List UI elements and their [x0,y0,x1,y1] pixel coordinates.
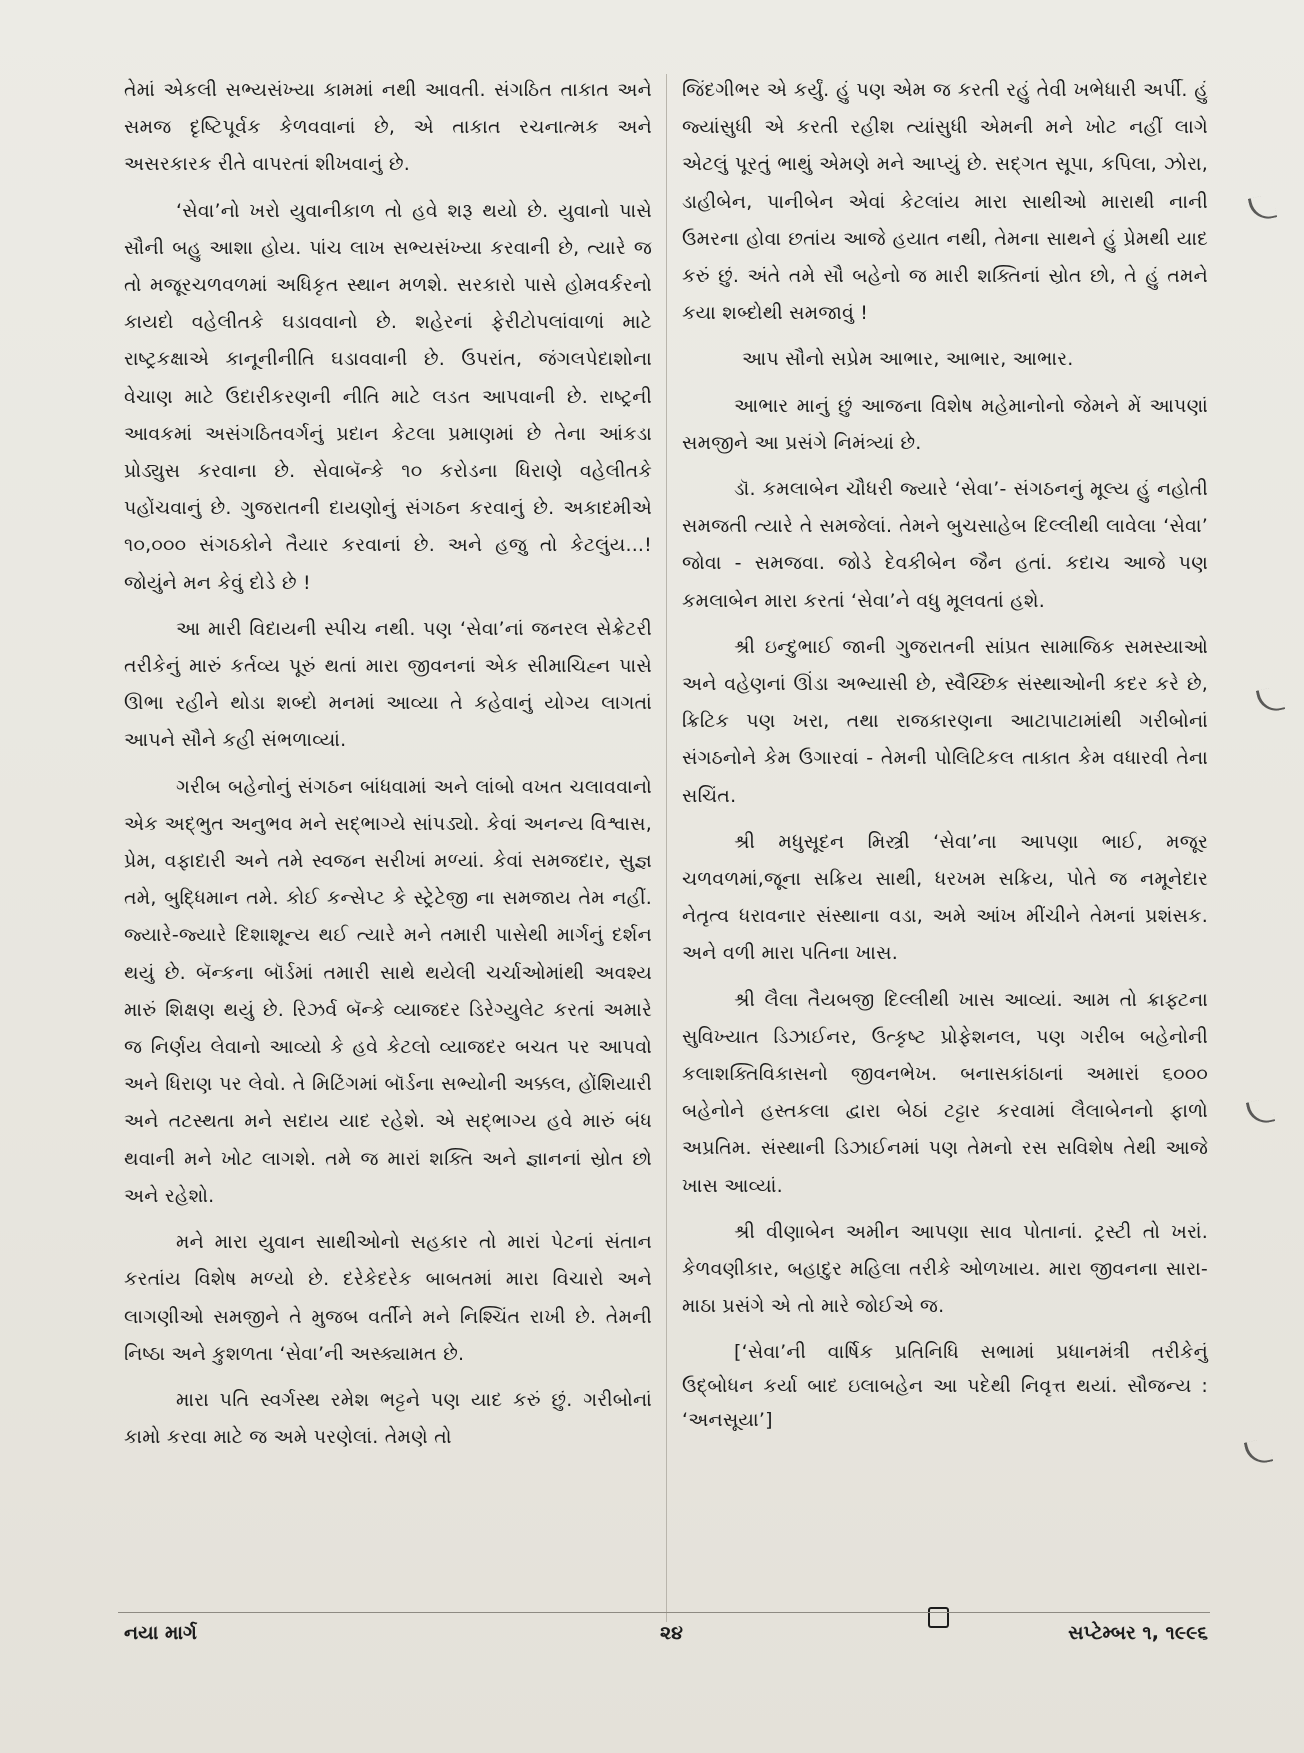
paragraph: મને મારા યુવાન સાથીઓનો સહકાર તો મારાં પેટનાં સંતાન કરતાંય વિશેષ મળ્યો છે. દરેકેદરેક બાબતમાં મારા વિચારો અને લાગણીઓ સમજીને તે મુજબ વર્તીને મને નિશ્ચિંત રાખી છે. તેમની નિષ્ઠા અને કુશળતા ‘સેવા’ની અસ્ક્યામત છે. [124,1231,652,1365]
margin-mark-icon [1248,194,1277,223]
editor-note: [‘સેવા’ની વાર્ષિક પ્રતિનિધિ સભામાં પ્રધાનમંત્રી તરીકેનું ઉદ્બોધન કર્યા બાદ ઇલાબહેન આ પદેથી નિવૃત્ત થયાં. સૌજન્ય : ‘અનસૂયા’] [682,1340,1208,1431]
right-column [682,72,1208,1446]
page-number: ૨૪ [660,1622,683,1644]
paragraph: આપ સૌનો સપ્રેમ આભાર, આભાર, આભાર. [742,348,1074,371]
paragraph: જિંદગીભર એ કર્યું. હું પણ એમ જ કરતી રહું તેવી ખભેધારી અર્પી. હું જ્યાંસુધી એ કરતી રહીશ ત્યાંસુધી એમની મને ખોટ નહીં લાગે એટલું પૂરતું ભાથું એમણે મને આપ્યું છે. સદ્ગત સૂપા, કપિલા, ઝોરા, ડાહીબેન, પાનીબેન એવાં કેટલાંય મારા સાથીઓ મારાથી નાની ઉમરના હોવા છતાંય આજે હયાત નથી, તેમના સાથને હું પ્રેમથી યાદ કરું છું. અંતે તમે સૌ બહેનો જ મારી શક્તિનાં સ્રોત છો, તે હું તમને કયા શબ્દોથી સમજાવું ! [682,79,1208,325]
footer-rule [118,1612,1210,1613]
paragraph: તેમાં એકલી સભ્યસંખ્યા કામમાં નથી આવતી. સંગઠિત તાકાત અને સમજ દૃષ્ટિપૂર્વક કેળવવાનાં છે, એ તાકાત રચનાત્મક અને અસરકારક રીતે વાપરતાં શીખવાનું છે. [124,79,652,176]
column-divider [666,74,667,1622]
margin-mark-icon [1246,1098,1275,1127]
paragraph: ડૉ. કમલાબેન ચૌધરી જ્યારે ‘સેવા’- સંગઠનનું મૂલ્ય હું નહોતી સમજતી ત્યારે તે સમજેલાં. તેમને બુચસાહેબ દિલ્લીથી લાવેલા ‘સેવા’ જોવા - સમજવા. જોડે દેવકીબેન જૈન હતાં. કદાચ આજે પણ કમલાબેન મારા કરતાં ‘સેવા’ને વધુ મૂલવતાં હશે. [682,478,1208,612]
paragraph: મારા પતિ સ્વર્ગસ્થ રમેશ ભટ્ટને પણ યાદ કરું છું. ગરીબોનાં કામો કરવા માટે જ અમે પરણેલાં. તેમણે તો [124,1388,652,1449]
issue-date: સપ્ટેમ્બર ૧, ૧૯૯૬ [1068,1622,1208,1644]
left-column [124,72,652,1465]
magazine-name: નયા માર્ગ [124,1622,197,1644]
margin-mark-icon [1256,686,1285,715]
paragraph: આ મારી વિદાયની સ્પીચ નથી. પણ ‘સેવા’નાં જનરલ સેક્રેટરી તરીકેનું મારું કર્તવ્ય પૂરું થતાં મારા જીવનનાં એક સીમાચિહ્ન પાસે ઊભા રહીને થોડા શબ્દો મનમાં આવ્યા તે કહેવાનું યોગ્ય લાગતાં આપને સૌને કહી સંભળાવ્યાં. [124,617,652,752]
paragraph: શ્રી મધુસૂદન મિસ્ત્રી ‘સેવા’ના આપણા ભાઈ, મજૂર ચળવળમાં,જૂના સક્રિય સાથી, ધરખમ સક્રિય, પોતે જ નમૂનેદાર નેતૃત્વ ધરાવનાર સંસ્થાના વડા, અમે આંખ મીંચીને તેમનાં પ્રશંસક. અને વળી મારા પતિના ખાસ. [682,830,1208,965]
paragraph: શ્રી વીણાબેન અમીન આપણા સાવ પોતાનાં. ટ્રસ્ટી તો ખરાં. કેળવણીકાર, બહાદુર મહિલા તરીકે ઓળખાય. મારા જીવનના સારા-માઠા પ્રસંગે એ તો મારે જોઈએ જ. [682,1220,1208,1318]
paragraph: ગરીબ બહેનોનું સંગઠન બાંધવામાં અને લાંબો વખત ચલાવવાનો એક અદ્ભુત અનુભવ મને સદ્ભાગ્યે સાંપડ્યો. કેવાં અનન્ય વિશ્વાસ, પ્રેમ, વફાદારી અને તમે સ્વજન સરીખાં મળ્યાં. કેવાં સમજદાર, સુજ્ઞ તમે, બુદ્ધિમાન તમે. કોઈ કન્સેપ્ટ કે સ્ટ્રેટેજી ના સમજાય તેમ નહીં. જ્યારે-જ્યારે દિશાશૂન્ય થઈ ત્યારે મને તમારી પાસેથી માર્ગનું દર્શન થયું છે. બૅન્કના બૉર્ડમાં તમારી સાથે થયેલી ચર્ચાઓમાંથી અવશ્ય મારું શિક્ષણ થયું છે. રિઝર્વ બૅન્કે વ્યાજદર ડિરેગ્યુલેટ કરતાં અમારે જ નિર્ણય લેવાનો આવ્યો કે હવે કેટલો વ્યાજદર બચત પર આપવો અને ધિરાણ પર લેવો. તે મિટિંગમાં બૉર્ડના સભ્યોની અક્કલ, હોંશિયારી અને તટસ્થતા મને સદાય યાદ રહેશે. એ સદ્ભાગ્ય હવે મારું બંધ થવાની મને ખોટ લાગશે. તમે જ મારાં શક્તિ અને જ્ઞાનનાં સ્રોત છો અને રહેશો. [124,775,652,1207]
paragraph: શ્રી ઇન્દુભાઈ જાની ગુજરાતની સાંપ્રત સામાજિક સમસ્યાઓ અને વહેણનાં ઊંડા અભ્યાસી છે, સ્વૈચ્છિક સંસ્થાઓની કદર કરે છે, ક્રિટિક પણ ખરા, તથા રાજકારણના આટાપાટામાંથી ગરીબોનાં સંગઠનોને કેમ ઉગારવાં - તેમની પોલિટિકલ તાકાત કેમ વધારવી તેના સચિંત. [682,635,1208,807]
paragraph: શ્રી લૈલા તૈયબજી દિલ્લીથી ખાસ આવ્યાં. આમ તો ક્રાફ્ટના સુવિખ્યાત ડિઝાઈનર, ઉત્કૃષ્ટ પ્રોફેશનલ, પણ ગરીબ બહેનોની કલાશક્તિવિકાસનો જીવનભેખ. બનાસકાંઠાનાં અમારાં ૬૦૦૦ બહેનોને હસ્તકલા દ્વારા બેઠાં ટટ્ટાર કરવામાં લૈલાબેનનો ફાળો અપ્રતિમ. સંસ્થાની ડિઝાઈનમાં પણ તેમનો રસ સવિશેષ તેથી આજે ખાસ આવ્યાં. [682,988,1208,1197]
margin-mark-icon [1244,1438,1273,1467]
end-of-article-square-icon [928,1607,949,1628]
paragraph: ‘સેવા’નો ખરો યુવાનીકાળ તો હવે શરૂ થયો છે. યુવાનો પાસે સૌની બહુ આશા હોય. પાંચ લાખ સભ્યસંખ્યા કરવાની છે, ત્યારે જ તો મજૂરચળવળમાં અધિકૃત સ્થાન મળશે. સરકારો પાસે હોમવર્કરનો કાયદો વહેલીતકે ઘડાવવાનો છે. શહેરનાં ફેરીટોપલાંવાળાં માટે રાષ્ટ્રકક્ષાએ કાનૂનીનીતિ ઘડાવવાની છે. ઉપરાંત, જંગલપેદાશોના વેચાણ માટે ઉદારીકરણની નીતિ માટે લડત આપવાની છે. રાષ્ટ્રની આવકમાં અસંગઠિતવર્ગનું પ્રદાન કેટલા પ્રમાણમાં છે તેના આંકડા પ્રોડ્યુસ કરવાના છે. સેવાબૅન્કે ૧૦ કરોડના ધિરાણે વહેલીતકે પહોંચવાનું છે. ગુજરાતની દાયણોનું સંગઠન કરવાનું છે. અકાદમીએ ૧૦,૦૦૦ સંગઠકોને તૈયાર કરવાનાં છે. અને હજુ તો કેટલુંય...! જોયુંને મન કેવું દોડે છે ! [124,199,652,594]
paragraph: આભાર માનું છું આજના વિશેષ મહેમાનોનો જેમને મેં આપણાં સમજીને આ પ્રસંગે નિમંત્ર્યાં છે. [682,394,1208,454]
